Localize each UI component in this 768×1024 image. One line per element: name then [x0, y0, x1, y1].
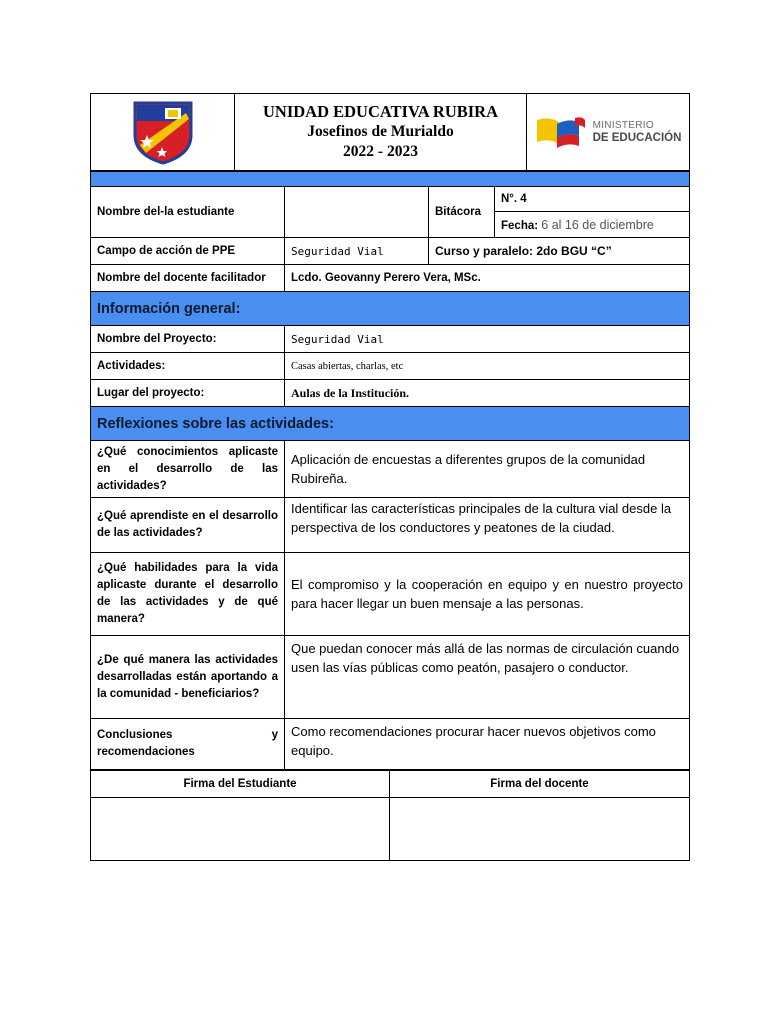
- info-row-value: Casas abiertas, charlas, etc: [285, 353, 690, 380]
- date-label: Fecha:: [501, 219, 539, 232]
- teacher-signature-label: Firma del docente: [390, 771, 690, 798]
- info-row-value: Aulas de la Institución.: [285, 380, 690, 407]
- ministry-line2: DE EDUCACIÓN: [592, 132, 682, 144]
- reflexion-answer: Identificar las características principales de la cultura vial desde la perspectiva de los conductores y peatones de la ciudad.: [285, 498, 690, 553]
- ministry-line1: MINISTERIO: [592, 120, 654, 131]
- info-row-label: Lugar del proyecto:: [91, 380, 285, 407]
- bitacora-label: Bitácora: [429, 187, 495, 238]
- reflexion-question: ¿Qué aprendiste en el desarrollo de las actividades?: [91, 498, 285, 553]
- campo-label: Campo de acción de PPE: [91, 238, 285, 265]
- info-row-label: Actividades:: [91, 353, 285, 380]
- teacher-signature-box[interactable]: [390, 798, 690, 861]
- reflexion-question: Conclusiones y recomendaciones: [91, 719, 285, 770]
- reflexion-answer: Que puedan conocer más allá de las normas de circulación cuando usen las vías públicas como peatón, pasajero o conductor.: [285, 636, 690, 719]
- docente-label: Nombre del docente facilitador: [91, 265, 285, 292]
- campo-value: Seguridad Vial: [285, 238, 429, 265]
- school-year: 2022 - 2023: [343, 143, 418, 160]
- student-label: Nombre del-la estudiante: [91, 187, 285, 238]
- bitacora-number: N°. 4: [495, 187, 690, 212]
- school-logo-cell: [91, 94, 235, 171]
- school-shield-logo: [132, 99, 194, 165]
- student-signature-box[interactable]: [91, 798, 390, 861]
- bitacora-date: [495, 212, 690, 238]
- reflexion-question: ¿Qué conocimientos aplicaste en el desarrollo de las actividades?: [91, 441, 285, 498]
- info-row-value: Seguridad Vial: [285, 326, 690, 353]
- ministry-logo-cell: [527, 94, 690, 171]
- blue-strip: [91, 172, 690, 187]
- bitacora-form: [90, 93, 689, 861]
- signature-table: [90, 770, 690, 861]
- reflexion-question: ¿Qué habilidades para la vida aplicaste durante el desarrollo de las actividades y de qué manera?: [91, 553, 285, 636]
- docente-value: Lcdo. Geovanny Perero Vera, MSc.: [285, 265, 690, 292]
- school-name: UNIDAD EDUCATIVA RUBIRA: [262, 102, 498, 121]
- reflexiones-heading: Reflexiones sobre las actividades:: [91, 407, 690, 441]
- info-general-heading: Información general:: [91, 292, 690, 326]
- date-value: 6 al 16 de diciembre: [541, 217, 654, 232]
- reflexion-answer: El compromiso y la cooperación en equipo y en nuestro proyecto para hacer llegar un buen mensaje a las personas.: [285, 553, 690, 636]
- school-subtitle: Josefinos de Murialdo: [307, 123, 454, 140]
- student-value[interactable]: [285, 187, 429, 238]
- school-title-cell: [235, 94, 527, 171]
- ministerio-educacion-logo: [535, 114, 587, 150]
- info-row-label: Nombre del Proyecto:: [91, 326, 285, 353]
- ministry-text: [593, 120, 682, 144]
- reflexion-answer: Como recomendaciones procurar hacer nuevos objetivos como equipo.: [285, 719, 690, 770]
- reflexion-answer: Aplicación de encuestas a diferentes grupos de la comunidad Rubireña.: [285, 441, 690, 498]
- student-signature-label: Firma del Estudiante: [91, 771, 390, 798]
- main-table: [90, 171, 690, 770]
- curso-value: Curso y paralelo: 2do BGU “C”: [429, 238, 690, 265]
- reflexion-question: ¿De qué manera las actividades desarrolladas están aportando a la comunidad - beneficiarios?: [91, 636, 285, 719]
- header-table: [90, 93, 690, 171]
